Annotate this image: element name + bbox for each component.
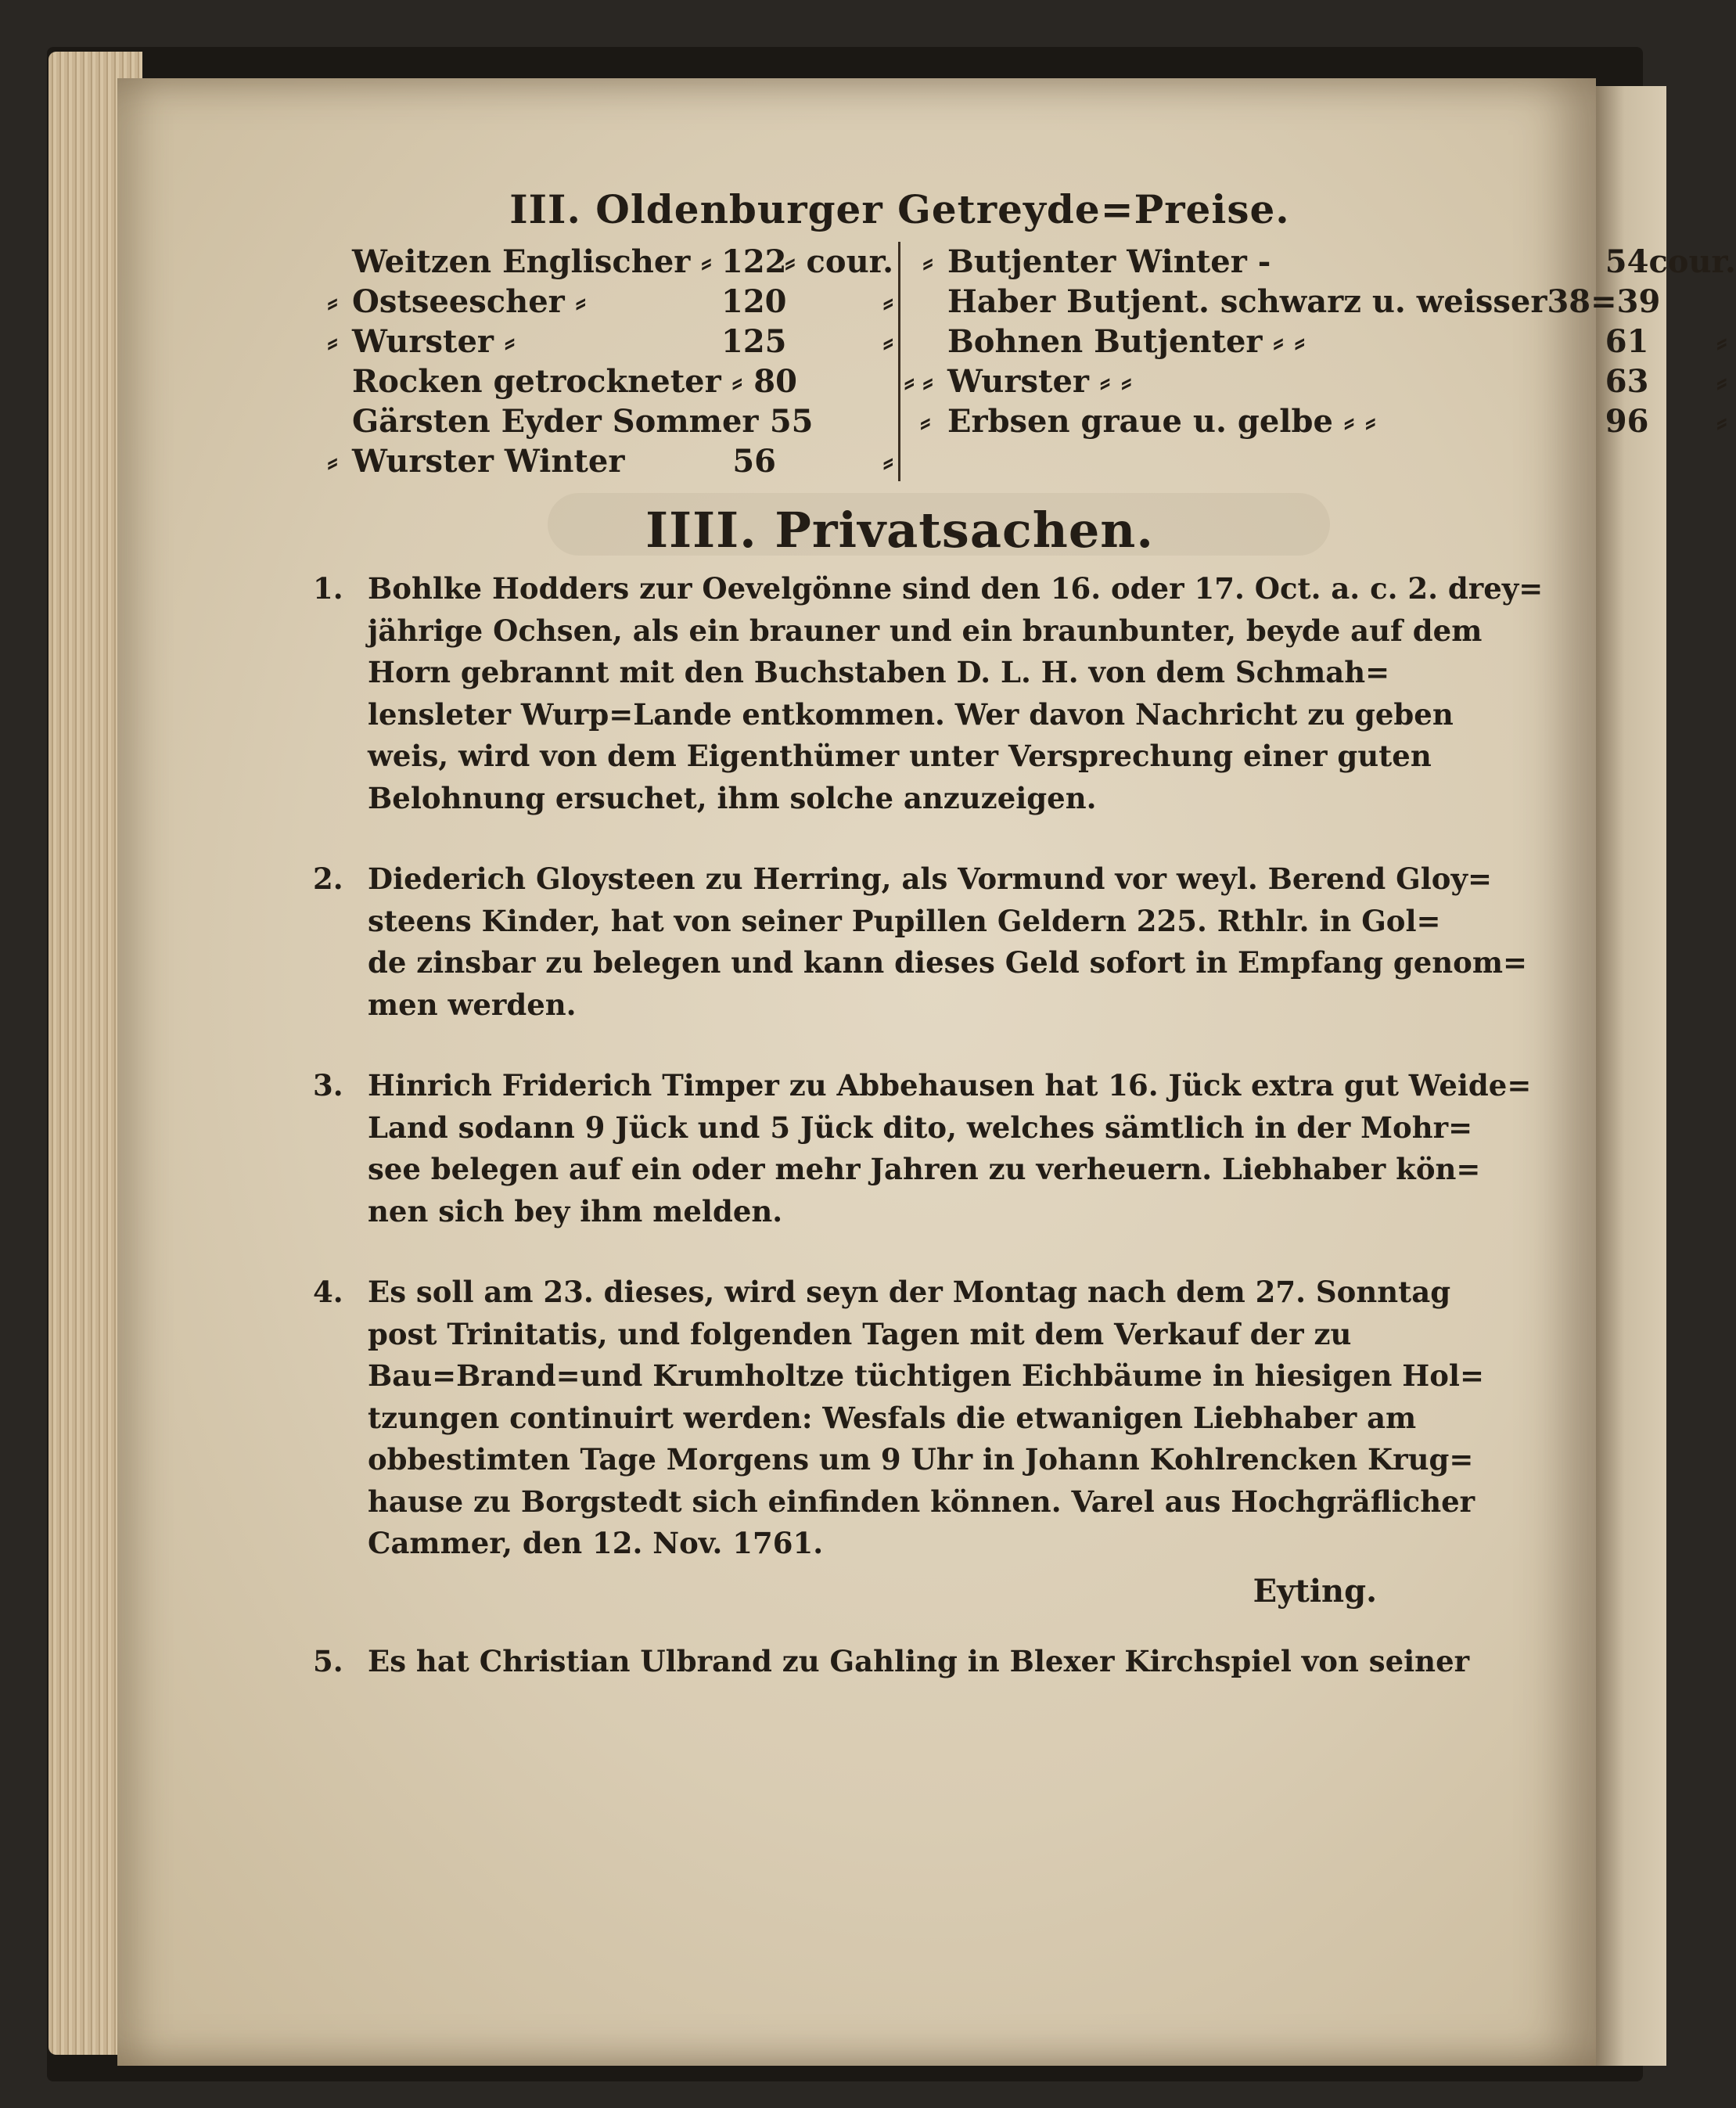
- notice: [313, 1272, 1486, 1565]
- grain-name: Weitzen Englischer ⸗: [352, 243, 712, 280]
- grain-name: Wurster Winter: [352, 443, 625, 480]
- notice-line: Belohnung ersuchet, ihm solche anzuzeigen.: [368, 780, 1097, 815]
- price-unit: ⸗: [1716, 403, 1727, 440]
- notice-line: men werden.: [368, 987, 577, 1022]
- price-row: [313, 401, 931, 441]
- grain-name: Wurster ⸗ ⸗: [947, 363, 1132, 400]
- price-value: 120: [721, 283, 787, 320]
- signature: Eyting.: [1253, 1572, 1377, 1610]
- grain-name: Ostseescher ⸗: [352, 283, 586, 320]
- price-row: [908, 362, 1727, 401]
- grain-name: Gärsten Eyder Sommer: [352, 403, 759, 440]
- notice-line: steens Kinder, hat von seiner Pupillen Geldern 225. Rthlr. in Gol=: [368, 903, 1441, 938]
- notice-line: tzungen continuirt werden: Wesfals die etwanigen Liebhaber am: [368, 1400, 1417, 1435]
- price-unit: ⸗ cour.: [785, 243, 893, 280]
- notice-line: Land sodann 9 Jück und 5 Jück dito, welches sämtlich in der Mohr=: [368, 1110, 1473, 1145]
- notice: [313, 1065, 1532, 1232]
- price-unit: ⸗: [882, 283, 893, 320]
- private-matters-title: IIII. Privatsachen.: [645, 502, 1154, 559]
- price-value: 96: [1605, 403, 1649, 440]
- notice-line: Bohlke Hodders zur Oevelgönne sind den 16. oder 17. Oct. a. c. 2. drey=: [368, 571, 1544, 606]
- notice-line: lensleter Wurp=Lande entkommen. Wer davon Nachricht zu geben: [368, 696, 1454, 732]
- price-row: [313, 242, 893, 282]
- price-value: 122: [721, 243, 787, 280]
- notice-text: [368, 1272, 1486, 1565]
- notice-line: de zinsbar zu belegen und kann dieses Geld sofort in Empfang genom=: [368, 945, 1527, 980]
- notice-number: 2.: [313, 862, 343, 896]
- price-value: 61: [1605, 323, 1649, 360]
- grain-name: Butjenter Winter -: [947, 243, 1271, 280]
- price-row: [313, 322, 893, 362]
- notice-line: nen sich bey ihm melden.: [368, 1193, 783, 1228]
- notice-line: jährige Ochsen, als ein brauner und ein braunbunter, beyde auf dem: [368, 613, 1483, 648]
- grain-name: Bohnen Butjenter ⸗ ⸗: [947, 323, 1305, 360]
- price-row: [313, 282, 893, 322]
- notice-number: 5.: [313, 1643, 343, 1678]
- price-unit: ⸗: [1716, 323, 1727, 360]
- notice-text: [368, 568, 1543, 819]
- notices: [313, 568, 1544, 1682]
- grain-name: Haber Butjent. schwarz u. weisser: [947, 283, 1547, 320]
- notice-line: post Trinitatis, und folgenden Tagen mit dem Verkauf der zu: [368, 1316, 1352, 1351]
- notice-line: Es soll am 23. dieses, wird seyn der Montag nach dem 27. Sonntag: [368, 1275, 1451, 1309]
- price-unit: ⸗: [920, 403, 931, 440]
- price-unit: cour.: [1648, 243, 1736, 280]
- price-column-right: [900, 242, 1736, 481]
- notice-text: [368, 1641, 1486, 1683]
- price-unit: ⸗: [882, 323, 893, 360]
- notice-line: obbestimten Tage Morgens um 9 Uhr in Johann Kohlrencken Krug=: [368, 1442, 1474, 1477]
- ditto-mark: ⸗: [922, 243, 933, 280]
- notice-line: hause zu Borgstedt sich einfinden können. Varel aus Hochgräflicher: [368, 1484, 1475, 1519]
- grain-price-table: [313, 242, 1736, 481]
- price-value: 80: [753, 363, 797, 400]
- price-row: [908, 242, 1736, 282]
- price-row: [908, 322, 1727, 362]
- price-value: 56: [732, 443, 776, 480]
- price-row: [908, 282, 1727, 322]
- price-value: 55: [769, 403, 814, 440]
- grain-prices-title: III. Oldenburger Getreyde=Preise.: [509, 186, 1290, 232]
- price-unit: ⸗: [904, 363, 915, 400]
- notice-line: Horn gebrannt mit den Buchstaben D. L. H. von dem Schmah=: [368, 655, 1390, 689]
- notice-line: see belegen auf ein oder mehr Jahren zu verheuern. Liebhaber kön=: [368, 1152, 1481, 1186]
- ditto-mark: ⸗: [327, 443, 338, 480]
- notice-line: Hinrich Friderich Timper zu Abbehausen hat 16. Jück extra gut Weide=: [368, 1068, 1532, 1103]
- price-row: [313, 362, 915, 401]
- price-value: 54: [1605, 243, 1649, 280]
- notice: [313, 858, 1527, 1026]
- notice-text: [368, 1065, 1531, 1232]
- notice-line: Es hat Christian Ulbrand zu Gahling in Blexer Kirchspiel von seiner: [368, 1643, 1470, 1678]
- ditto-mark: ⸗: [327, 323, 338, 360]
- notice-line: Diederich Gloysteen zu Herring, als Vormund vor weyl. Berend Gloy=: [368, 862, 1492, 896]
- ditto-mark: ⸗: [327, 283, 338, 320]
- notice-number: 3.: [313, 1068, 343, 1103]
- page-content: [313, 186, 1736, 1721]
- price-unit: ⸗: [1716, 363, 1727, 400]
- price-value: 125: [721, 323, 787, 360]
- notice-line: Cammer, den 12. Nov. 1761.: [368, 1526, 824, 1560]
- notice-number: 1.: [313, 571, 343, 606]
- price-column-left: [313, 242, 931, 481]
- notice-line: Bau=Brand=und Krumholtze tüchtigen Eichbäume in hiesigen Hol=: [368, 1358, 1484, 1393]
- grain-name: Erbsen graue u. gelbe ⸗ ⸗: [947, 403, 1376, 440]
- notice-number: 4.: [313, 1275, 343, 1309]
- notice-text: [368, 858, 1527, 1026]
- price-unit: ⸗: [882, 443, 893, 480]
- price-row: [908, 401, 1727, 441]
- grain-name: Rocken getrockneter ⸗: [352, 363, 742, 400]
- ditto-mark: ⸗: [922, 363, 933, 400]
- notice: [313, 568, 1544, 819]
- notice: [313, 1641, 1486, 1683]
- price-value: 63: [1605, 363, 1649, 400]
- price-value: 38=39: [1547, 283, 1661, 320]
- notice-line: weis, wird von dem Eigenthümer unter Versprechung einer guten: [368, 739, 1432, 773]
- price-row: [313, 441, 893, 481]
- grain-name: Wurster ⸗: [352, 323, 516, 360]
